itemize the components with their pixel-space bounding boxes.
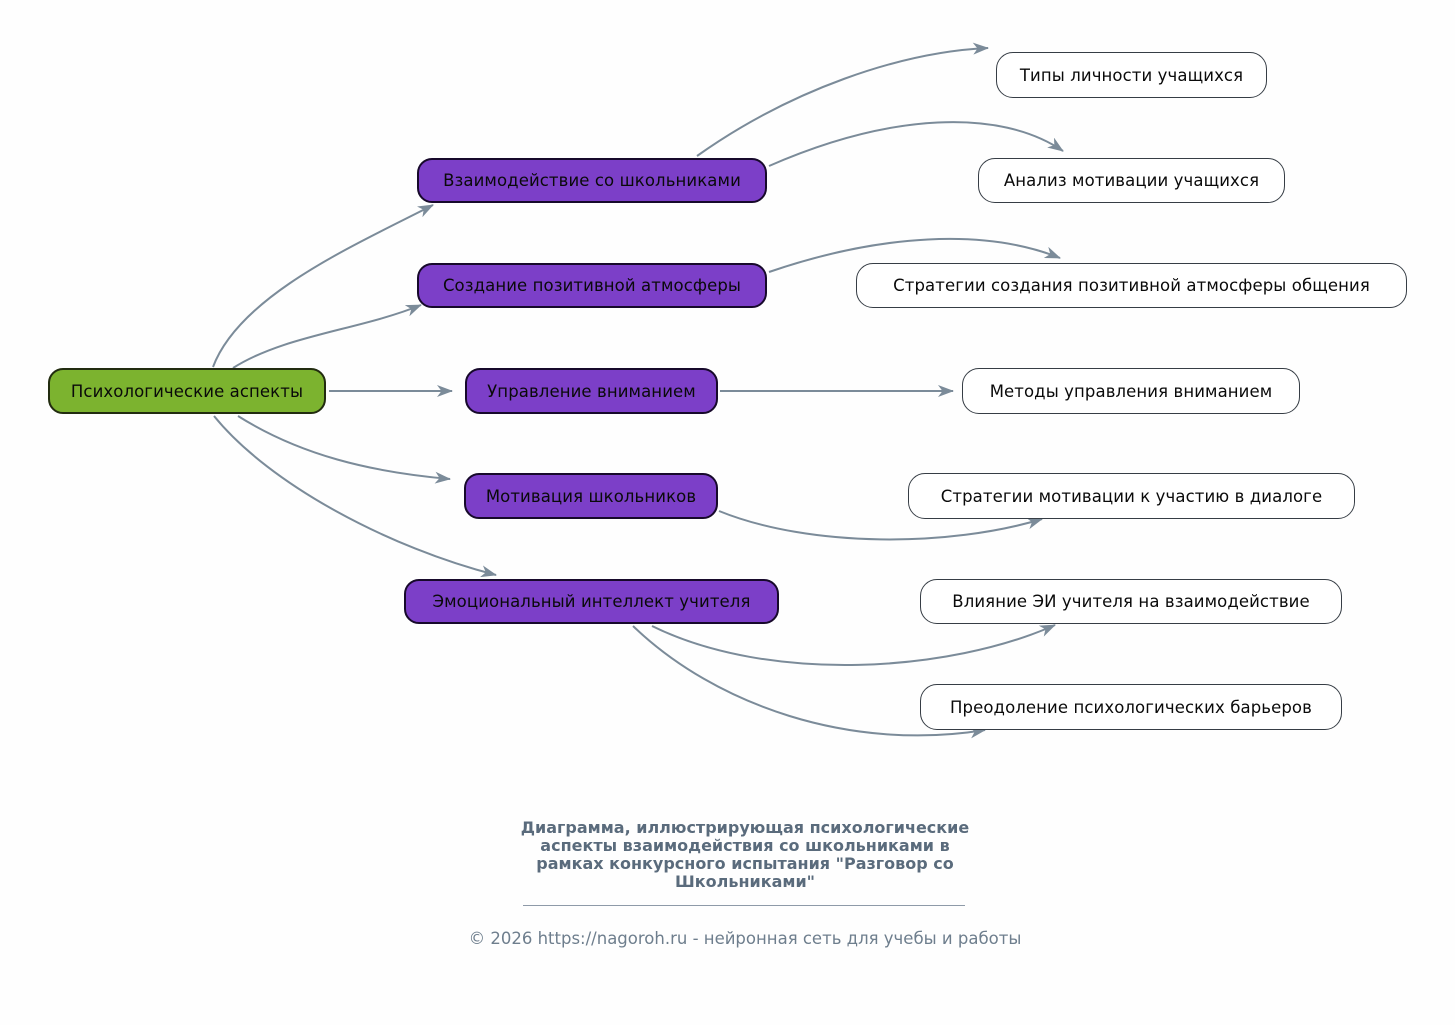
- node-schoolchildren-motivation: Мотивация школьников: [464, 473, 718, 519]
- edge-emotional-influence: [652, 625, 1055, 665]
- node-teacher-emotional-intelligence: Эмоциональный интеллект учителя: [404, 579, 779, 624]
- node-ei-influence: Влияние ЭИ учителя на взаимодействие: [920, 579, 1342, 624]
- node-root-psychological-aspects: Психологические аспекты: [48, 368, 326, 414]
- caption-line: рамках конкурсного испытания "Разговор со: [536, 854, 954, 873]
- caption-line: аспекты взаимодействия со школьниками в: [540, 836, 950, 855]
- node-attention-management: Управление вниманием: [465, 368, 718, 414]
- node-atmosphere-strategies: Стратегии создания позитивной атмосферы общения: [856, 263, 1407, 308]
- node-motivation-analysis: Анализ мотивации учащихся: [978, 158, 1285, 203]
- caption-line: Диаграмма, иллюстрирующая психологические: [520, 818, 970, 837]
- edge-root-emotional: [214, 416, 496, 575]
- caption-line: Школьниками": [675, 872, 815, 891]
- edge-root-atmosphere: [233, 305, 421, 368]
- footer-credit: © 2026 https://nagoroh.ru - нейронная сеть для учебы и работы: [468, 929, 1022, 948]
- node-positive-atmosphere: Создание позитивной атмосферы: [417, 263, 767, 308]
- diagram-caption: [380, 819, 1110, 891]
- node-attention-methods: Методы управления вниманием: [962, 368, 1300, 414]
- caption-divider: [523, 905, 965, 906]
- node-personality-types: Типы личности учащихся: [996, 52, 1267, 98]
- edge-root-interaction: [213, 205, 433, 367]
- node-dialogue-motivation-strategies: Стратегии мотивации к участию в диалоге: [908, 473, 1355, 519]
- node-interaction-with-schoolchildren: Взаимодействие со школьниками: [417, 158, 767, 203]
- node-overcoming-barriers: Преодоление психологических барьеров: [920, 684, 1342, 730]
